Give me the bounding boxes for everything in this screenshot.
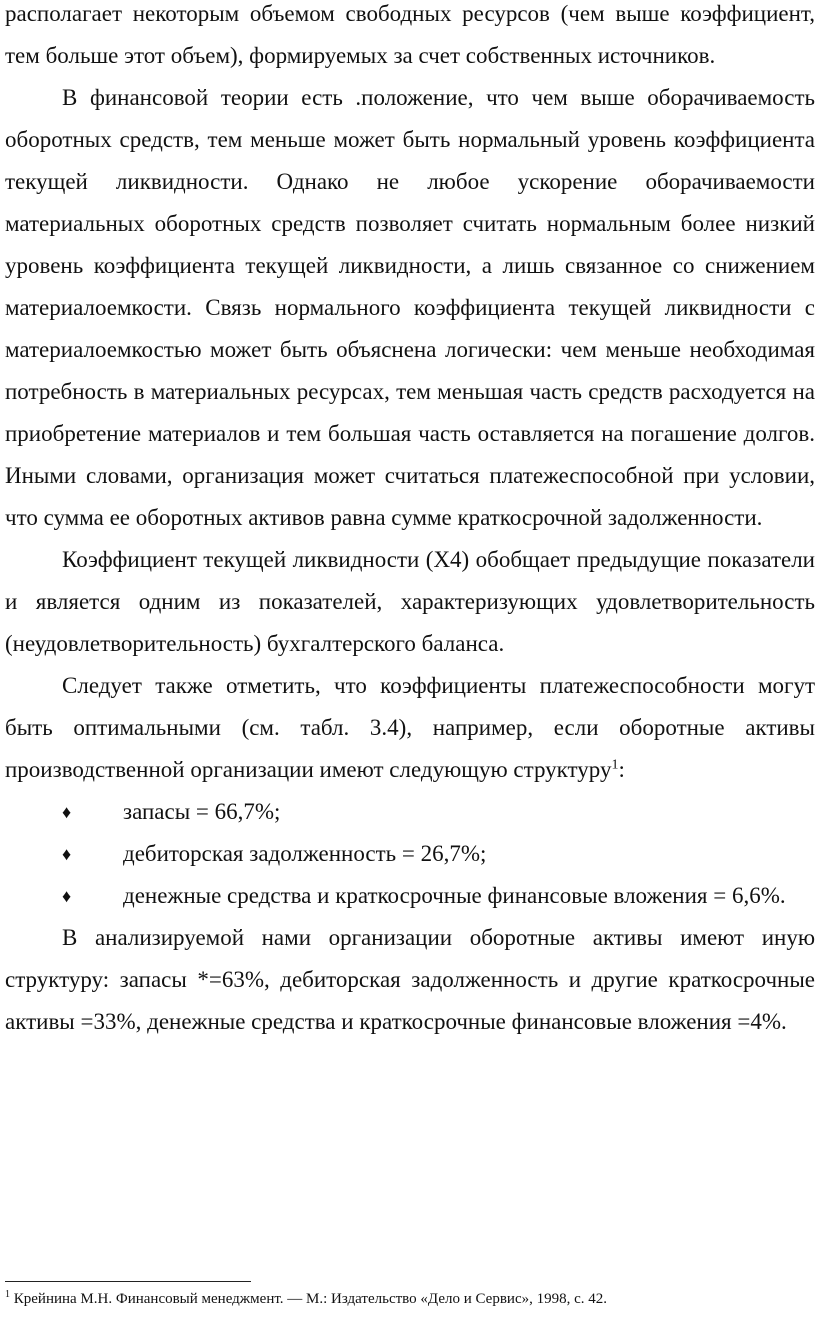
bullet-item-3	[5, 875, 815, 917]
bullet-text-3: денежные средства и краткосрочные финансовые вложения = 6,6%.	[123, 883, 786, 908]
paragraph-4-text: Следует также отметить, что коэффициенты платежеспособности могут быть оптимальными (см. табл. 3.4), например, если оборотные активы производственной организации имеют следующую структуру	[5, 673, 815, 782]
footnote-area	[5, 1281, 815, 1310]
paragraph-4-end: :	[618, 757, 625, 782]
paragraph-4	[5, 665, 815, 791]
document-page	[5, 0, 815, 1043]
footnote-reference[interactable]: 1	[611, 757, 619, 773]
footnote	[5, 1288, 815, 1310]
footnote-text: Крейнина М.Н. Финансовый менеджмент. — М.: Издательство «Дело и Сервис», 1998, с. 42.	[10, 1291, 608, 1307]
bullet-item-1	[5, 791, 815, 833]
bullet-text-2: дебиторская задолженность = 26,7%;	[123, 841, 487, 866]
paragraph-5: В анализируемой нами организации оборотные активы имеют иную структуру: запасы *=63%, дебиторская задолженность и другие краткосрочные активы =33%, денежные средства и краткосрочные финансовые вложения =4%.	[5, 925, 815, 1034]
bullet-text-1: запасы = 66,7%;	[123, 799, 281, 824]
paragraph-3: Коэффициент текущей ликвидности (Х4) обобщает предыдущие показатели и является одним из показателей, характеризующих удовлетворительность (неудовлетворительность) бухгалтерского баланса.	[5, 547, 815, 656]
paragraph-1: располагает некоторым объемом свободных ресурсов (чем выше коэффициент, тем больше этот объем), формируемых за счет собственных источников.	[5, 1, 815, 68]
paragraph-2: В финансовой теории есть .положение, что чем выше оборачиваемость оборотных средств, тем меньше может быть нормальный уровень коэффициента текущей ликвидности. Однако не любое ускорение оборачиваемости материальных оборотных средств позволяет считать нормальным более низкий уровень коэффициента текущей ликвидности, а лишь связанное со снижением материалоемкости. Связь нормального коэффициента текущей ликвидности с материалоемкостью может быть объяснена логически: чем меньше необходимая потребность в материальных ресурсах, тем меньшая часть средств расходуется на приобретение материалов и тем большая часть оставляется на погашение долгов. Иными словами, организация может считаться платежеспособной при условии, что сумма ее оборотных активов равна сумме краткосрочной задолженности.	[5, 85, 815, 530]
diamond-bullet-icon: ♦	[62, 844, 72, 864]
diamond-bullet-icon: ♦	[62, 886, 72, 906]
diamond-bullet-icon: ♦	[62, 802, 72, 822]
footnote-divider	[5, 1281, 251, 1282]
footnote-number: 1	[5, 1289, 10, 1300]
bullet-item-2	[5, 833, 815, 875]
